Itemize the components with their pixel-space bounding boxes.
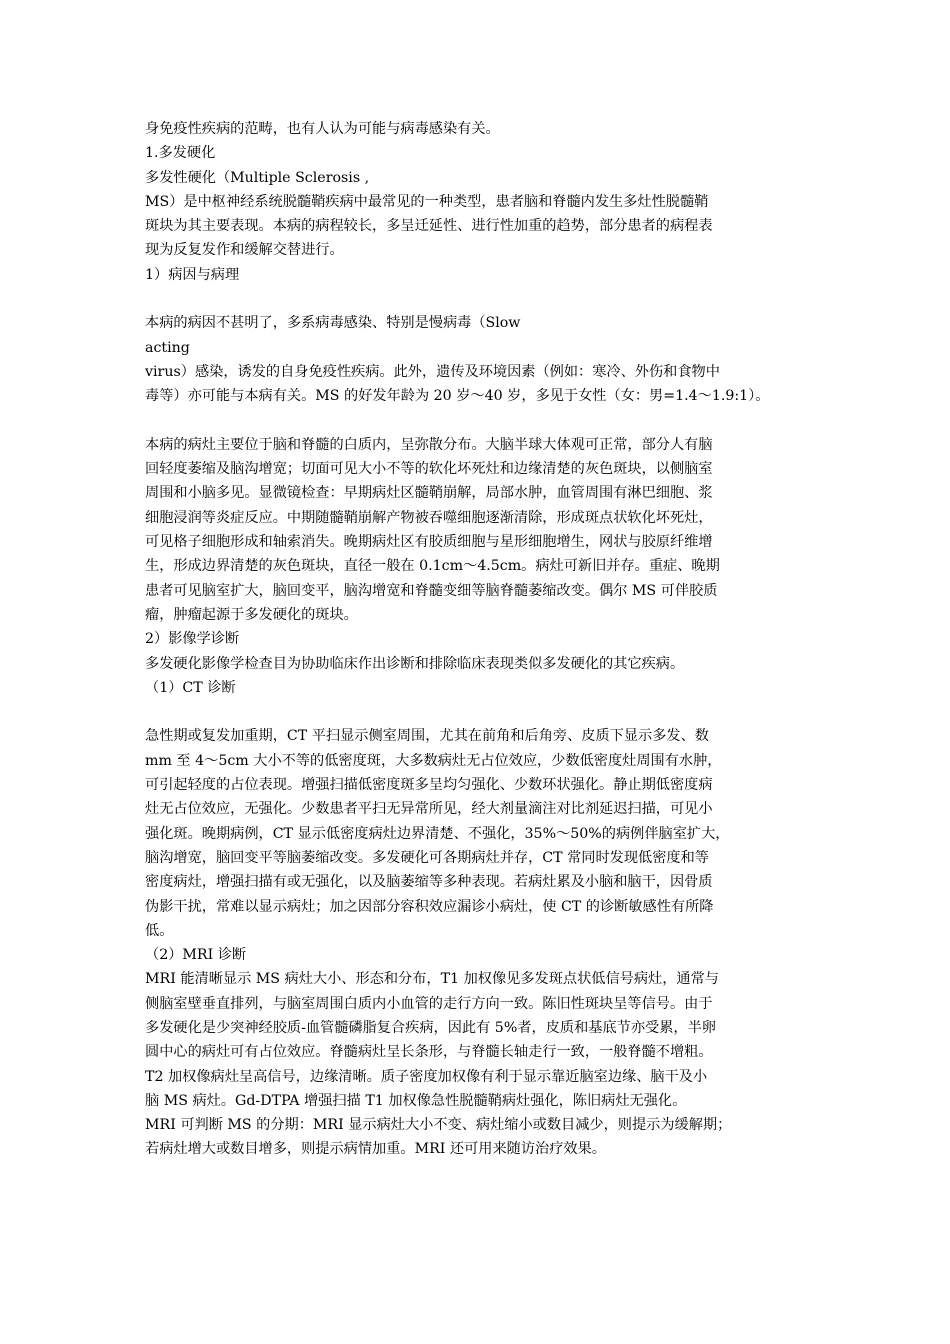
- text-line: 急性期或复发加重期，CT 平扫显示侧室周围，尤其在前角和后角旁、皮质下显示多发、数: [145, 728, 709, 745]
- text-line: 回轻度萎缩及脑沟增宽；切面可见大小不等的软化坏死灶和边缘清楚的灰色斑块，以侧脑室: [145, 461, 713, 478]
- text-line: MRI 能清晰显示 MS 病灶大小、形态和分布，T1 加权像见多发斑点状低信号病灶，通常与: [145, 971, 719, 988]
- text-line: 可引起轻度的占位表现。增强扫描低密度斑多呈均匀强化、少数环状强化。静止期低密度病: [145, 777, 713, 794]
- text-line: 毒等）亦可能与本病有关。MS 的好发年龄为 20 岁～40 岁，多见于女性（女：男=1.4～1.9:1）。: [145, 388, 770, 405]
- text-line: 多发性硬化（Multiple Sclerosis ,: [145, 169, 370, 186]
- text-line: 细胞浸润等炎症反应。中期随髓鞘崩解产物被吞噬细胞逐渐清除，形成斑点状软化坏死灶，: [145, 509, 713, 526]
- text-line: 多发硬化影像学检查目为协助临床作出诊断和排除临床表现类似多发硬化的其它疾病。: [145, 655, 685, 672]
- text-line: 现为反复发作和缓解交替进行。: [145, 242, 344, 259]
- text-line: （1）CT 诊断: [145, 679, 236, 696]
- text-line: 周围和小脑多见。显微镜检查：早期病灶区髓鞘崩解，局部水肿，血管周围有淋巴细胞、浆: [145, 485, 713, 502]
- text-line: 瘤，肿瘤起源于多发硬化的斑块。: [145, 606, 358, 623]
- text-line: 低。: [145, 922, 174, 939]
- text-line: 若病灶增大或数目增多，则提示病情加重。MRI 还可用来随访治疗效果。: [145, 1141, 606, 1158]
- text-line: 灶无占位效应，无强化。少数患者平扫无异常所见，经大剂量滴注对比剂延迟扫描，可见小: [145, 801, 713, 818]
- text-line: virus）感染，诱发的自身免疫性疾病。此外，遗传及环境因素（例如：寒冷、外伤和食物中: [145, 363, 720, 380]
- document-page: [145, 117, 810, 1162]
- text-line: 本病的病灶主要位于脑和脊髓的白质内，呈弥散分布。大脑半球大体观可正常，部分人有脑: [145, 436, 713, 453]
- blank-line: [145, 287, 810, 311]
- text-line: 圆中心的病灶可有占位效应。脊髓病灶呈长条形，与脊髓长轴走行一致，一般脊髓不增粗。: [145, 1044, 713, 1061]
- text-line: 生，形成边界清楚的灰色斑块，直径一般在 0.1cm～4.5cm。病灶可新旧并存。重症、晚期: [145, 558, 720, 575]
- text-line: MRI 可判断 MS 的分期：MRI 显示病灶大小不变、病灶缩小或数目减少，则提示为缓解期；: [145, 1117, 732, 1134]
- text-line: 侧脑室壁垂直排列，与脑室周围白质内小血管的走行方向一致。陈旧性斑块呈等信号。由于: [145, 995, 713, 1012]
- text-line: T2 加权像病灶呈高信号，边缘清晰。质子密度加权像有利于显示靠近脑室边缘、脑干及小: [145, 1068, 708, 1085]
- text-line: MS）是中枢神经系统脱髓鞘疾病中最常见的一种类型，患者脑和脊髓内发生多灶性脱髓鞘: [145, 193, 709, 210]
- text-line: 密度病灶，增强扫描有或无强化，以及脑萎缩等多种表现。若病灶累及小脑和脑干，因骨质: [145, 874, 713, 891]
- text-line: 本病的病因不甚明了，多系病毒感染、特别是慢病毒（Slow: [145, 315, 521, 332]
- text-line: 脑沟增宽，脑回变平等脑萎缩改变。多发硬化可各期病灶并存，CT 常同时发现低密度和等: [145, 849, 709, 866]
- text-line: 斑块为其主要表现。本病的病程较长，多呈迁延性、进行性加重的趋势，部分患者的病程表: [145, 218, 713, 235]
- text-line: mm 至 4～5cm 大小不等的低密度斑，大多数病灶无占位效应，少数低密度灶周围有水肿，: [145, 752, 722, 769]
- blank-line: [145, 409, 810, 433]
- text-line: 强化斑。晚期病例，CT 显示低密度病灶边界清楚、不强化，35%～50%的病例伴脑室扩大，: [145, 825, 730, 842]
- blank-line: [145, 700, 810, 724]
- text-line: 1.多发硬化: [145, 145, 216, 162]
- text-line: 多发硬化是少突神经胶质-血管髓磷脂复合疾病，因此有 5%者，皮质和基底节亦受累，半卵: [145, 1019, 716, 1036]
- text-line: 脑 MS 病灶。Gd-DTPA 增强扫描 T1 加权像急性脱髓鞘病灶强化，陈旧病灶无强化。: [145, 1092, 687, 1109]
- text-line: 伪影干扰，常难以显示病灶；加之因部分容积效应漏诊小病灶，使 CT 的诊断敏感性有所降: [145, 898, 714, 915]
- text-line: （2）MRI 诊断: [145, 947, 247, 964]
- text-line: 身免疫性疾病的范畴，也有人认为可能与病毒感染有关。: [145, 121, 500, 137]
- text-line: 患者可见脑室扩大，脑回变平，脑沟增宽和脊髓变细等脑脊髓萎缩改变。偶尔 MS 可伴胶质: [145, 582, 718, 599]
- text-line: 1）病因与病理: [145, 266, 240, 283]
- text-line: acting: [145, 339, 190, 356]
- text-line: 可见格子细胞形成和轴索消失。晚期病灶区有胶质细胞与星形细胞增生，网状与胶原纤维增: [145, 534, 713, 551]
- text-line: 2）影像学诊断: [145, 631, 240, 648]
